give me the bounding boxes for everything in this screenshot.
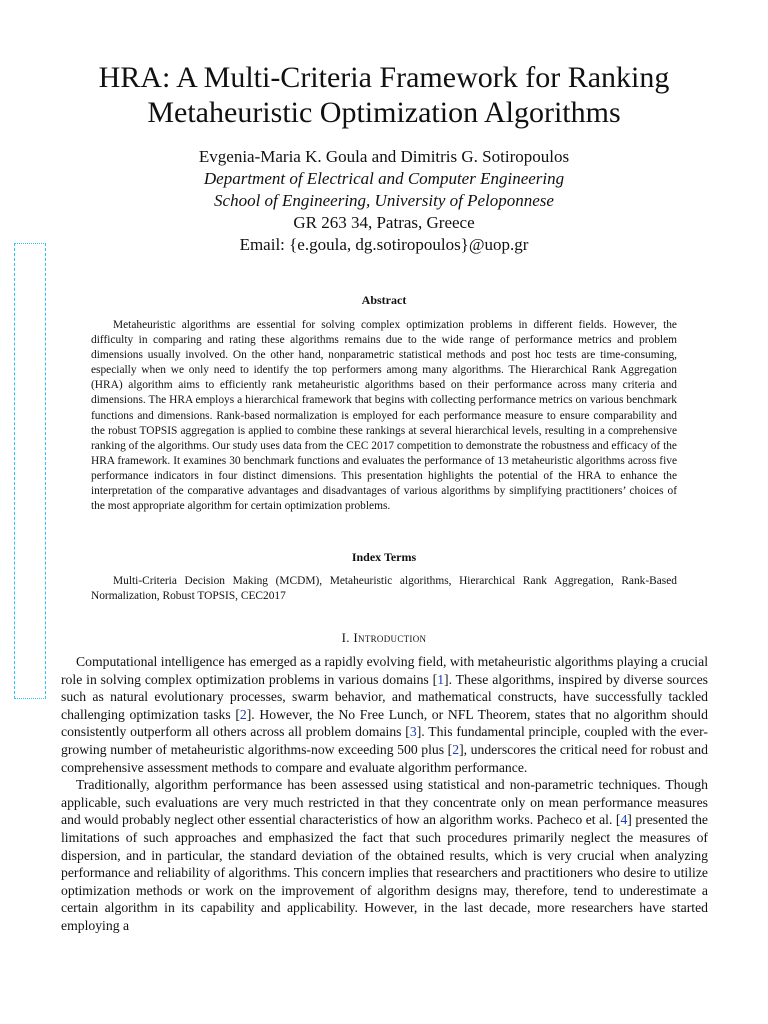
address: GR 263 34, Patras, Greece <box>293 213 475 232</box>
citation-link[interactable]: 1 <box>437 671 445 687</box>
title-line-2: Metaheuristic Optimization Algorithms <box>147 96 621 129</box>
introduction-body <box>61 653 708 935</box>
section-title: Introduction <box>353 630 427 645</box>
text-run: ] presented the limitations of such approaches and emphasized the fact that such procedures primarily neglect the measures of dispersion, and in particular, the standard deviation of the obtained results, which is very crucial when analyzing performance and reliability of algorithms. This concern implies that researchers and practitioners who desire to utilize optimization methods or work on the improvement of algorithm designs may, therefore, tend to underestimate a certain algorithm in its capability and applicability. However, in the last decade, more researchers have started employing a <box>61 812 708 933</box>
citation-link[interactable]: 4 <box>620 812 628 828</box>
text-run: Traditionally, algorithm performance has been assessed using statistical and non-parametric techniques. Though applicable, such evaluations are very much restricted in that they concentrate only on mean performance measures and would probably neglect other essential characteristics of how an algorithm works. Pacheco et al. [ <box>61 777 708 828</box>
author-names: Evgenia-Maria K. Goula and Dimitris G. Sotiropoulos <box>198 147 570 166</box>
text-run: Computational intelligence has emerged as a rapidly evolving field, with metaheuristic algorithms playing a crucial role in solving complex optimization problems in various domains [ <box>61 654 708 687</box>
author-block <box>40 146 728 256</box>
department: Department of Electrical and Computer Engineering <box>203 169 565 188</box>
abstract-text: Metaheuristic algorithms are essential for solving complex optimization problems in different fields. However, the difficulty in comparing and rating these algorithms remains due to the wide range of performance metrics and problem dimensions usually involved. On the other hand, nonparametric statistical methods and post hoc tests are time-consuming, especially when we only need to identify the top performers among many algorithms. The Hierarchical Rank Aggregation (HRA) algorithm aims to efficiently rank metaheuristic algorithms based on their performance across many criteria and dimensions. The HRA employs a hierarchical framework that begins with collecting performance metrics on various benchmark functions and dimensions. Rank-based normalization is employed for each performance measure to ensure comparability and the robust TOPSIS aggregation is applied to combine these rankings at several hierarchical levels, resulting in a comprehensive ranking of the algorithms. Our study uses data from the CEC 2017 competition to demonstrate the robustness and efficacy of the HRA framework. It examines 30 benchmark functions and evaluates the performance of 13 metaheuristic algorithms across five performance indicators in four distinct dimensions. This presentation highlights the potential of the HRA to enhance the interpretation of the comparative advantages and disadvantages of various algorithms by simplifying practitioners’ choices of the most appropriate algorithm for certain optimization problems. <box>91 319 677 513</box>
paragraph-2 <box>61 776 708 934</box>
text-run: ], underscores the critical need for robust and comprehensive assessment methods to compare and evaluate algorithm performance. <box>61 741 708 775</box>
title-line-1: HRA: A Multi-Criteria Framework for Ranking <box>98 61 670 94</box>
paragraph-1 <box>61 653 708 776</box>
text-run: ]. These algorithms, inspired by diverse sources such as natural evolutionary processes, swarm behavior, and mathematical constructs, have successfully tackled challenging optimization tasks [ <box>61 671 709 722</box>
section-number: I. <box>341 630 350 645</box>
abstract-heading: Abstract <box>361 293 407 307</box>
school: School of Engineering, University of Peloponnese <box>214 191 554 210</box>
paper-title <box>40 60 728 130</box>
section-heading-introduction <box>40 630 728 646</box>
index-terms-heading: Index Terms <box>351 550 417 564</box>
text-run: ]. This fundamental principle, coupled with the ever-growing number of metaheuristic algorithms-now exceeding 500 plus [ <box>61 724 708 757</box>
index-terms-text: Multi-Criteria Decision Making (MCDM), Metaheuristic algorithms, Hierarchical Rank Aggregation, Rank-Based Normalization, Robust TOPSIS, CEC2017 <box>91 575 677 603</box>
citation-link[interactable]: 2 <box>239 706 247 722</box>
email: Email: {e.goula, dg.sotiropoulos}@uop.gr <box>239 235 529 254</box>
text-run: ]. However, the No Free Lunch, or NFL Theorem, states that no algorithm should consistently outperform all others across all problem domains [ <box>61 706 708 740</box>
citation-link[interactable]: 3 <box>409 724 417 740</box>
citation-link[interactable]: 2 <box>452 741 460 757</box>
